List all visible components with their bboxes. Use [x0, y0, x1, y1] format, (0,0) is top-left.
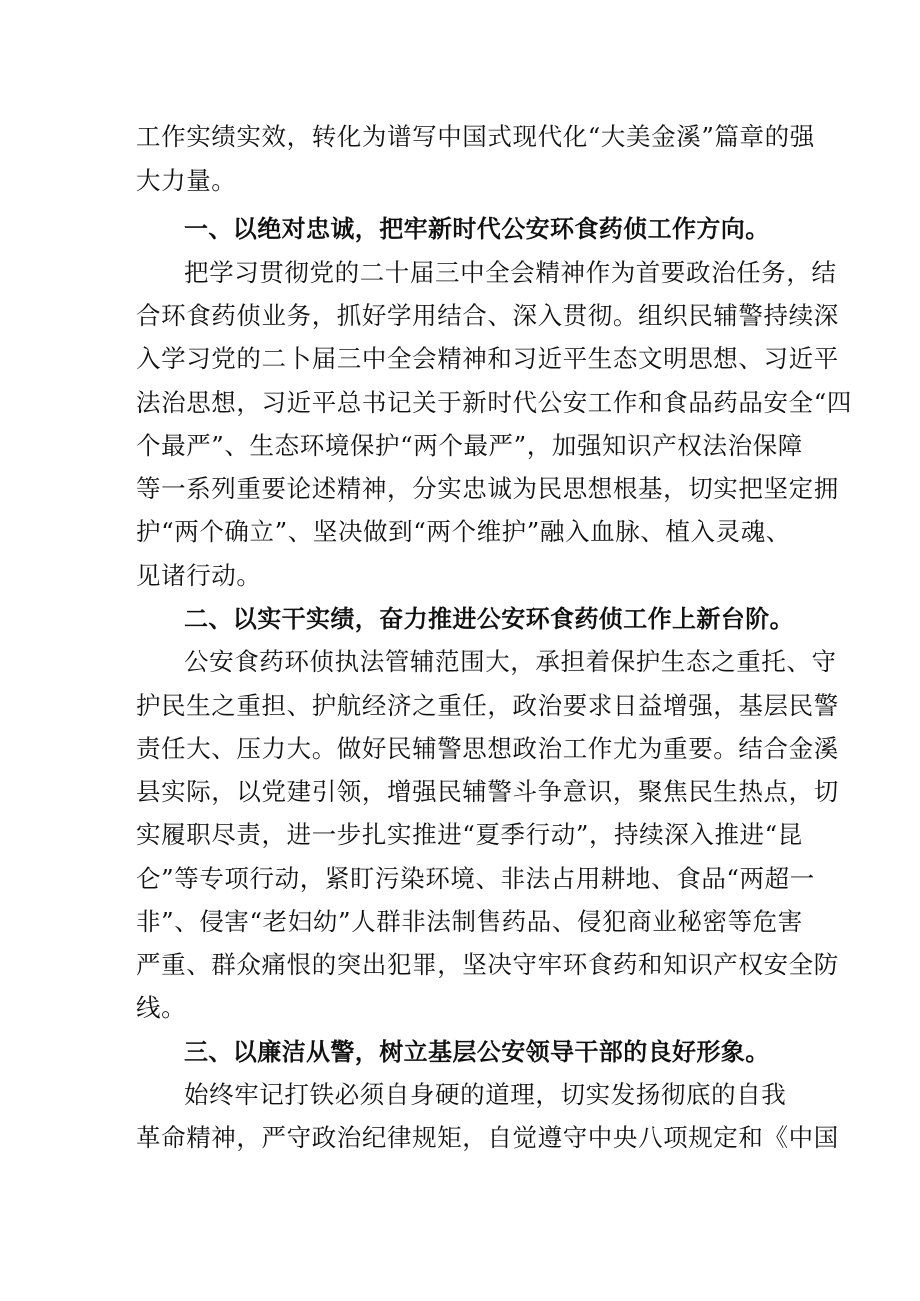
- paragraph-line: 等一系列重要论述精神，分实忠诚为民思想根基，切实把坚定拥: [136, 474, 839, 503]
- paragraph-line: 个最严”、生态环境保护“两个最严”，加强知识产权法治保障: [136, 431, 803, 460]
- paragraph-line: 见诸行动。: [136, 561, 262, 590]
- paragraph-line: 法治思想，习近平总书记关于新时代公安工作和食品药品安全“四: [136, 388, 852, 417]
- paragraph-line: 把学习贯彻党的二十届三中全会精神作为首要政治任务，结: [184, 258, 837, 287]
- paragraph-line: 护“两个确立”、坚决做到“两个维护”融入血脉、植入灵魂、: [136, 517, 791, 546]
- paragraph-line: 护民生之重担、护航经济之重任，政治要求日益增强，基层民警: [136, 691, 839, 720]
- paragraph-line: 工作实绩实效，转化为谱写中国式现代化“大美金溪”篇章的强: [136, 122, 815, 151]
- paragraph-line: 合环食药侦业务，抓好学用结合、深入贯彻。组织民辅警持续深: [136, 301, 839, 330]
- paragraph-line: 线。: [136, 993, 187, 1022]
- paragraph-line: 责任大、压力大。做好民辅警思想政治工作尤为重要。结合金溪: [136, 734, 839, 763]
- section-heading-3: 三、以廉洁从警，树立基层公安领导干部的良好形象。: [184, 1038, 770, 1066]
- paragraph-line: 公安食药环侦执法管辅范围大，承担着保护生态之重托、守: [184, 647, 837, 676]
- paragraph-line: 始终牢记打铁必须自身硬的道理，切实发扬彻底的自我: [184, 1080, 787, 1109]
- paragraph-line: 县实际，以党建引领，增强民辅警斗争意识，聚焦民生热点，切: [136, 777, 839, 806]
- paragraph-line: 革命精神，严守政治纪律规矩，自觉遵守中央八项规定和《中国: [136, 1123, 839, 1152]
- section-heading-1: 一、以绝对忠诚，把牢新时代公安环食药侦工作方向。: [184, 215, 770, 243]
- paragraph-line: 非”、侵害“老妇幼”人群非法制售药品、侵犯商业秘密等危害: [136, 907, 803, 936]
- paragraph-line: 入学习党的二卜届三中全会精神和习近平生态文明思想、习近平: [136, 344, 839, 373]
- paragraph-line: 仑”等专项行动，紧盯污染环境、非法占用耕地、食品“两超一: [136, 864, 815, 893]
- paragraph-line: 严重、群众痛恨的突出犯罪，坚决守牢环食药和知识产权安全防: [136, 950, 839, 979]
- paragraph-line: 实履职尽责，进一步扎实推进“夏季行动”，持续深入推进“昆: [136, 820, 803, 849]
- section-heading-2: 二、以实干实绩，奋力推进公安环食药侦工作上新台阶。: [184, 605, 794, 633]
- paragraph-line: 大力量。: [136, 166, 237, 195]
